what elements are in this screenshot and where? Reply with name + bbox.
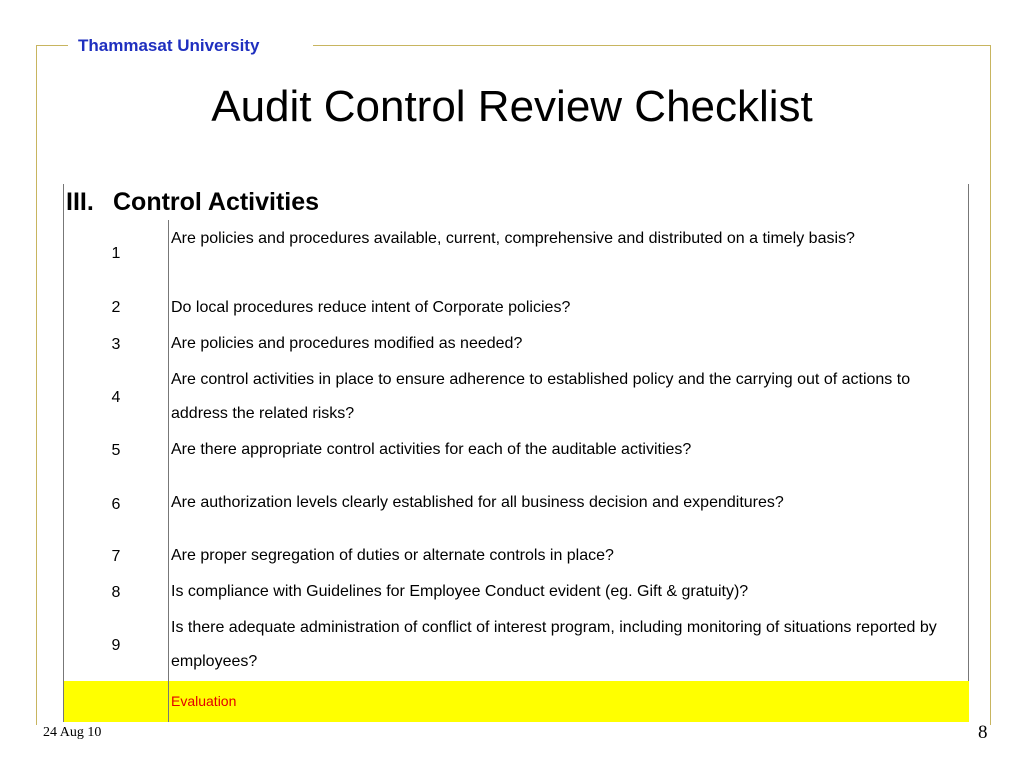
item-number: 1	[111, 245, 121, 262]
item-question: Are policies and procedures available, current, comprehensive and distributed on a timely basis?	[171, 230, 855, 247]
item-question: Are control activities in place to ensure adherence to established policy and the carrying out of actions to address the related risks?	[171, 371, 911, 422]
section-number: III.	[66, 188, 94, 216]
university-name: Thammasat University	[78, 36, 260, 55]
item-question: Are authorization levels clearly established for all business decision and expenditures?	[171, 494, 784, 511]
page-number: 8	[978, 722, 988, 743]
item-question: Are proper segregation of duties or alternate controls in place?	[171, 547, 614, 564]
evaluation-label: Evaluation	[171, 693, 237, 709]
slide-title: Audit Control Review Checklist	[211, 82, 813, 131]
item-question: Are there appropriate control activities for each of the auditable activities?	[171, 441, 692, 458]
item-question: Is there adequate administration of conflict of interest program, including monitoring of situations reported by employees?	[171, 619, 937, 670]
item-number: 2	[111, 299, 121, 316]
item-number: 4	[111, 389, 121, 406]
frame-line-top-left	[36, 45, 68, 46]
frame-line-left	[36, 45, 37, 725]
frame-line-right	[990, 45, 991, 725]
table-column-divider	[168, 220, 169, 722]
table-right-border	[968, 184, 969, 722]
frame-line-top-right	[313, 45, 991, 46]
item-number: 7	[111, 548, 121, 565]
item-question: Do local procedures reduce intent of Corporate policies?	[171, 299, 571, 316]
slide-date: 24 Aug 10	[43, 725, 102, 740]
section-title: Control Activities	[113, 188, 320, 216]
evaluation-column-divider	[168, 681, 169, 722]
item-number: 6	[111, 496, 121, 513]
item-question: Is compliance with Guidelines for Employee Conduct evident (eg. Gift & gratuity)?	[171, 583, 749, 600]
item-number: 9	[111, 637, 121, 654]
item-number: 3	[111, 336, 121, 353]
item-number: 5	[111, 442, 121, 459]
item-number: 8	[111, 584, 121, 601]
item-question: Are policies and procedures modified as needed?	[171, 335, 523, 352]
